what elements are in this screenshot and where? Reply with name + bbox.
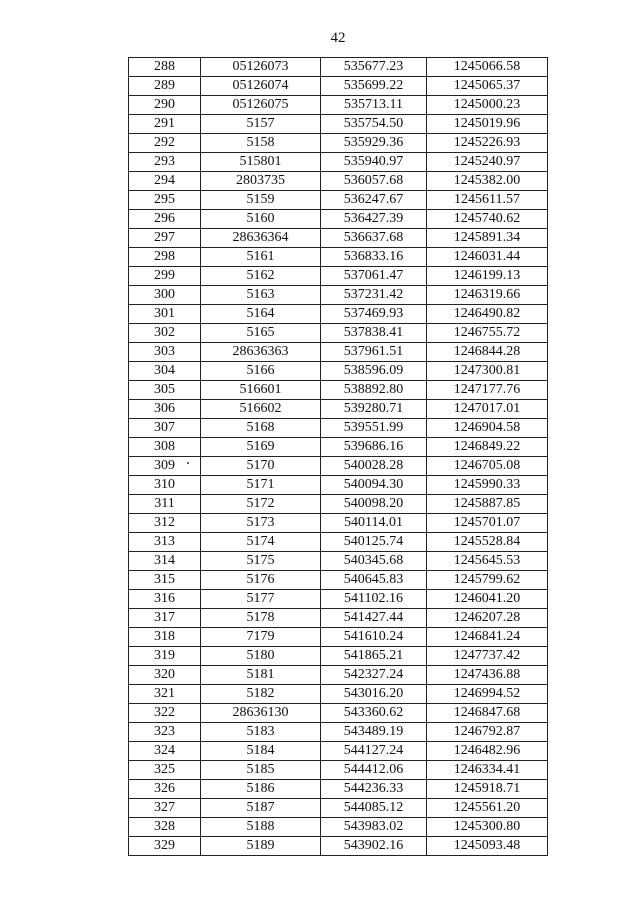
table-row xyxy=(129,96,548,115)
x-coordinate-cell: 543016.20 xyxy=(321,685,427,704)
y-coordinate-cell: 1247737.42 xyxy=(427,647,548,666)
x-coordinate-cell: 540645.83 xyxy=(321,571,427,590)
y-coordinate-cell: 1245240.97 xyxy=(427,153,548,172)
y-coordinate-cell: 1245019.96 xyxy=(427,115,548,134)
point-index-cell: 292 xyxy=(129,134,201,153)
point-id-cell: 5164 xyxy=(201,305,321,324)
point-index-cell: 328 xyxy=(129,818,201,837)
x-coordinate-cell: 536057.68 xyxy=(321,172,427,191)
table-row xyxy=(129,514,548,533)
point-id-cell: 5181 xyxy=(201,666,321,685)
x-coordinate-cell: 543902.16 xyxy=(321,837,427,856)
point-index-cell: 307 xyxy=(129,419,201,438)
y-coordinate-cell: 1246841.24 xyxy=(427,628,548,647)
table-row xyxy=(129,229,548,248)
y-coordinate-cell: 1246319.66 xyxy=(427,286,548,305)
y-coordinate-cell: 1245065.37 xyxy=(427,77,548,96)
y-coordinate-cell: 1246041.20 xyxy=(427,590,548,609)
point-id-cell: 5180 xyxy=(201,647,321,666)
table-row xyxy=(129,191,548,210)
table-row xyxy=(129,704,548,723)
table-row xyxy=(129,438,548,457)
point-id-cell: 5171 xyxy=(201,476,321,495)
table-row xyxy=(129,495,548,514)
point-index-cell: 304 xyxy=(129,362,201,381)
coordinates-table-body xyxy=(129,58,548,856)
point-index-cell: 311 xyxy=(129,495,201,514)
point-id-cell: 5158 xyxy=(201,134,321,153)
y-coordinate-cell: 1246031.44 xyxy=(427,248,548,267)
table-row xyxy=(129,685,548,704)
point-index-cell: 295 xyxy=(129,191,201,210)
point-id-cell: 5170 xyxy=(201,457,321,476)
x-coordinate-cell: 543489.19 xyxy=(321,723,427,742)
table-row xyxy=(129,818,548,837)
x-coordinate-cell: 538892.80 xyxy=(321,381,427,400)
y-coordinate-cell: 1246207.28 xyxy=(427,609,548,628)
point-index-cell: 312 xyxy=(129,514,201,533)
point-id-cell: 5168 xyxy=(201,419,321,438)
table-row xyxy=(129,666,548,685)
y-coordinate-cell: 1245382.00 xyxy=(427,172,548,191)
table-row xyxy=(129,172,548,191)
point-index-cell: 290 xyxy=(129,96,201,115)
x-coordinate-cell: 544127.24 xyxy=(321,742,427,761)
point-index-cell: 323 xyxy=(129,723,201,742)
x-coordinate-cell: 540094.30 xyxy=(321,476,427,495)
table-row xyxy=(129,571,548,590)
point-index-cell: 320 xyxy=(129,666,201,685)
point-id-cell: 516602 xyxy=(201,400,321,419)
point-index-cell: 294 xyxy=(129,172,201,191)
point-id-cell: 516601 xyxy=(201,381,321,400)
table-row xyxy=(129,381,548,400)
x-coordinate-cell: 537231.42 xyxy=(321,286,427,305)
y-coordinate-cell: 1246482.96 xyxy=(427,742,548,761)
point-index-cell: 329 xyxy=(129,837,201,856)
y-coordinate-cell: 1245611.57 xyxy=(427,191,548,210)
point-id-cell: 05126075 xyxy=(201,96,321,115)
y-coordinate-cell: 1245887.85 xyxy=(427,495,548,514)
y-coordinate-cell: 1247436.88 xyxy=(427,666,548,685)
table-row xyxy=(129,115,548,134)
table-row xyxy=(129,400,548,419)
x-coordinate-cell: 541102.16 xyxy=(321,590,427,609)
x-coordinate-cell: 536833.16 xyxy=(321,248,427,267)
point-id-cell: 5185 xyxy=(201,761,321,780)
x-coordinate-cell: 539280.71 xyxy=(321,400,427,419)
point-index-cell: 306 xyxy=(129,400,201,419)
x-coordinate-cell: 540125.74 xyxy=(321,533,427,552)
table-row xyxy=(129,286,548,305)
table-row xyxy=(129,799,548,818)
x-coordinate-cell: 535929.36 xyxy=(321,134,427,153)
x-coordinate-cell: 541865.21 xyxy=(321,647,427,666)
point-id-cell: 05126074 xyxy=(201,77,321,96)
table-row xyxy=(129,476,548,495)
table-row xyxy=(129,647,548,666)
table-row xyxy=(129,457,548,476)
page-number: 42 xyxy=(330,30,346,46)
x-coordinate-cell: 537961.51 xyxy=(321,343,427,362)
point-index-cell: 291 xyxy=(129,115,201,134)
table-row xyxy=(129,742,548,761)
x-coordinate-cell: 544085.12 xyxy=(321,799,427,818)
table-row xyxy=(129,533,548,552)
point-index-cell: 317 xyxy=(129,609,201,628)
x-coordinate-cell: 543983.02 xyxy=(321,818,427,837)
y-coordinate-cell: 1246334.41 xyxy=(427,761,548,780)
y-coordinate-cell: 1245300.80 xyxy=(427,818,548,837)
y-coordinate-cell: 1245528.84 xyxy=(427,533,548,552)
table-row xyxy=(129,780,548,799)
point-index-cell: 327 xyxy=(129,799,201,818)
point-id-cell: 5161 xyxy=(201,248,321,267)
point-id-cell: 5169 xyxy=(201,438,321,457)
table-row xyxy=(129,58,548,77)
x-coordinate-cell: 542327.24 xyxy=(321,666,427,685)
y-coordinate-cell: 1246994.52 xyxy=(427,685,548,704)
x-coordinate-cell: 540098.20 xyxy=(321,495,427,514)
x-coordinate-cell: 535754.50 xyxy=(321,115,427,134)
point-index-cell: 321 xyxy=(129,685,201,704)
table-row xyxy=(129,590,548,609)
table-row xyxy=(129,628,548,647)
point-id-cell: 5188 xyxy=(201,818,321,837)
point-index-cell: 308 xyxy=(129,438,201,457)
x-coordinate-cell: 536637.68 xyxy=(321,229,427,248)
point-id-cell: 5163 xyxy=(201,286,321,305)
point-id-cell: 28636364 xyxy=(201,229,321,248)
point-index-cell: 305 xyxy=(129,381,201,400)
point-id-cell: 5165 xyxy=(201,324,321,343)
table-row xyxy=(129,609,548,628)
y-coordinate-cell: 1245990.33 xyxy=(427,476,548,495)
point-index-cell: 300 xyxy=(129,286,201,305)
point-id-cell: 7179 xyxy=(201,628,321,647)
point-index-cell: 288 xyxy=(129,58,201,77)
point-id-cell: 5186 xyxy=(201,780,321,799)
y-coordinate-cell: 1247300.81 xyxy=(427,362,548,381)
point-id-cell: 5184 xyxy=(201,742,321,761)
x-coordinate-cell: 537838.41 xyxy=(321,324,427,343)
y-coordinate-cell: 1245000.23 xyxy=(427,96,548,115)
point-index-cell: 302 xyxy=(129,324,201,343)
y-coordinate-cell: 1246792.87 xyxy=(427,723,548,742)
y-coordinate-cell: 1246705.08 xyxy=(427,457,548,476)
table-row xyxy=(129,267,548,286)
point-id-cell: 5189 xyxy=(201,837,321,856)
y-coordinate-cell: 1245561.20 xyxy=(427,799,548,818)
x-coordinate-cell: 538596.09 xyxy=(321,362,427,381)
table-row xyxy=(129,153,548,172)
point-index-cell: 303 xyxy=(129,343,201,362)
point-id-cell: 05126073 xyxy=(201,58,321,77)
point-index-cell: 314 xyxy=(129,552,201,571)
y-coordinate-cell: 1245799.62 xyxy=(427,571,548,590)
coordinates-table xyxy=(128,57,548,856)
y-coordinate-cell: 1245918.71 xyxy=(427,780,548,799)
y-coordinate-cell: 1246199.13 xyxy=(427,267,548,286)
point-id-cell: 5162 xyxy=(201,267,321,286)
point-id-cell: 2803735 xyxy=(201,172,321,191)
y-coordinate-cell: 1246844.28 xyxy=(427,343,548,362)
table-row xyxy=(129,362,548,381)
y-coordinate-cell: 1246490.82 xyxy=(427,305,548,324)
point-id-cell: 28636130 xyxy=(201,704,321,723)
x-coordinate-cell: 541427.44 xyxy=(321,609,427,628)
x-coordinate-cell: 539686.16 xyxy=(321,438,427,457)
x-coordinate-cell: 535940.97 xyxy=(321,153,427,172)
point-index-cell: 296 xyxy=(129,210,201,229)
x-coordinate-cell: 537469.93 xyxy=(321,305,427,324)
table-row xyxy=(129,419,548,438)
point-index-cell: 316 xyxy=(129,590,201,609)
point-id-cell: 5160 xyxy=(201,210,321,229)
table-row xyxy=(129,837,548,856)
point-index-cell: 310 xyxy=(129,476,201,495)
point-id-cell: 5182 xyxy=(201,685,321,704)
x-coordinate-cell: 544236.33 xyxy=(321,780,427,799)
y-coordinate-cell: 1246755.72 xyxy=(427,324,548,343)
table-row xyxy=(129,134,548,153)
x-coordinate-cell: 537061.47 xyxy=(321,267,427,286)
x-coordinate-cell: 536427.39 xyxy=(321,210,427,229)
y-coordinate-cell: 1246849.22 xyxy=(427,438,548,457)
table-row xyxy=(129,343,548,362)
point-index-cell: 301 xyxy=(129,305,201,324)
y-coordinate-cell: 1247017.01 xyxy=(427,400,548,419)
point-index-cell: 318 xyxy=(129,628,201,647)
point-id-cell: 5166 xyxy=(201,362,321,381)
x-coordinate-cell: 535677.23 xyxy=(321,58,427,77)
table-row xyxy=(129,210,548,229)
y-coordinate-cell: 1245701.07 xyxy=(427,514,548,533)
scan-speck xyxy=(187,462,189,464)
x-coordinate-cell: 535699.22 xyxy=(321,77,427,96)
x-coordinate-cell: 540028.28 xyxy=(321,457,427,476)
point-index-cell: 325 xyxy=(129,761,201,780)
y-coordinate-cell: 1245226.93 xyxy=(427,134,548,153)
y-coordinate-cell: 1245066.58 xyxy=(427,58,548,77)
point-index-cell: 313 xyxy=(129,533,201,552)
point-index-cell: 326 xyxy=(129,780,201,799)
point-id-cell: 28636363 xyxy=(201,343,321,362)
table-row xyxy=(129,248,548,267)
y-coordinate-cell: 1245645.53 xyxy=(427,552,548,571)
point-id-cell: 5157 xyxy=(201,115,321,134)
point-index-cell: 315 xyxy=(129,571,201,590)
point-index-cell: 293 xyxy=(129,153,201,172)
point-id-cell: 5173 xyxy=(201,514,321,533)
point-id-cell: 5175 xyxy=(201,552,321,571)
table-row xyxy=(129,77,548,96)
point-id-cell: 5178 xyxy=(201,609,321,628)
point-index-cell: 322 xyxy=(129,704,201,723)
x-coordinate-cell: 540114.01 xyxy=(321,514,427,533)
table-row xyxy=(129,761,548,780)
x-coordinate-cell: 539551.99 xyxy=(321,419,427,438)
point-id-cell: 5176 xyxy=(201,571,321,590)
point-id-cell: 5187 xyxy=(201,799,321,818)
table-row xyxy=(129,552,548,571)
point-index-cell: 297 xyxy=(129,229,201,248)
point-index-cell: 299 xyxy=(129,267,201,286)
x-coordinate-cell: 543360.62 xyxy=(321,704,427,723)
point-index-cell: 289 xyxy=(129,77,201,96)
y-coordinate-cell: 1245740.62 xyxy=(427,210,548,229)
y-coordinate-cell: 1245891.34 xyxy=(427,229,548,248)
point-id-cell: 515801 xyxy=(201,153,321,172)
x-coordinate-cell: 541610.24 xyxy=(321,628,427,647)
y-coordinate-cell: 1245093.48 xyxy=(427,837,548,856)
point-id-cell: 5177 xyxy=(201,590,321,609)
table-row xyxy=(129,324,548,343)
point-index-cell: 298 xyxy=(129,248,201,267)
point-id-cell: 5172 xyxy=(201,495,321,514)
x-coordinate-cell: 535713.11 xyxy=(321,96,427,115)
point-id-cell: 5174 xyxy=(201,533,321,552)
point-id-cell: 5183 xyxy=(201,723,321,742)
y-coordinate-cell: 1247177.76 xyxy=(427,381,548,400)
x-coordinate-cell: 540345.68 xyxy=(321,552,427,571)
table-row xyxy=(129,305,548,324)
y-coordinate-cell: 1246904.58 xyxy=(427,419,548,438)
point-index-cell: 319 xyxy=(129,647,201,666)
point-id-cell: 5159 xyxy=(201,191,321,210)
x-coordinate-cell: 536247.67 xyxy=(321,191,427,210)
point-index-cell: 324 xyxy=(129,742,201,761)
point-index-cell: 309 xyxy=(129,457,201,476)
y-coordinate-cell: 1246847.68 xyxy=(427,704,548,723)
table-row xyxy=(129,723,548,742)
x-coordinate-cell: 544412.06 xyxy=(321,761,427,780)
